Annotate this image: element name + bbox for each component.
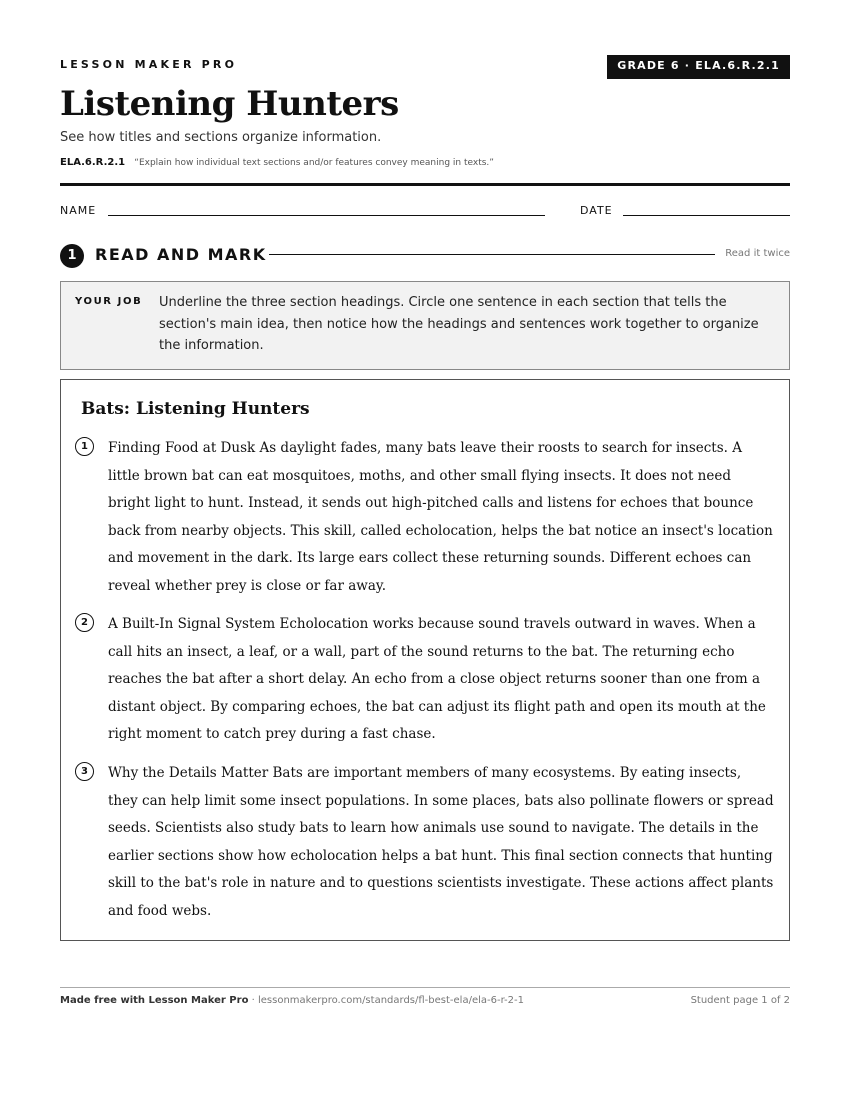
page-subtitle: See how titles and sections organize information.: [60, 130, 382, 145]
footer-credit: [60, 995, 524, 1006]
paragraph-number-badge: 2: [75, 613, 94, 632]
passage-paragraph-3: [75, 760, 775, 925]
footer-made-with: Made free with Lesson Maker Pro: [60, 995, 249, 1006]
reading-passage-box: [60, 379, 790, 941]
section-rule: [269, 254, 715, 255]
header-divider: [60, 183, 790, 186]
standard-line: [60, 157, 494, 168]
page-title: Listening Hunters: [60, 84, 399, 124]
job-instructions-box: [60, 281, 790, 370]
paragraph-number-badge: 1: [75, 437, 94, 456]
section-number-badge: 1: [60, 244, 84, 268]
section-note: Read it twice: [725, 248, 790, 259]
brand-name: LESSON MAKER PRO: [60, 58, 238, 71]
footer-page-label: Student page 1 of 2: [690, 995, 790, 1006]
passage-paragraph-1: [75, 435, 775, 600]
section-title: READ AND MARK: [95, 245, 267, 264]
job-label: YOUR JOB: [75, 296, 143, 307]
paragraph-text: Finding Food at Dusk As daylight fades, many bats leave their roosts to search for insects. A little brown bat can eat mosquitoes, moths, and other small flying insects. It does not need bright light to hunt. Instead, it sends out high-pitched calls and listens for echoes that bounce back from nearby objects. This skill, called echolocation, helps the bat notice an insect's location and movement in the dark. Its large ears collect these returning sounds. Different echoes can reveal whether prey is close or far away.: [108, 440, 773, 594]
name-label: NAME: [60, 204, 97, 217]
reading-title: Bats: Listening Hunters: [81, 399, 310, 419]
footer-url[interactable]: · lessonmakerpro.com/standards/fl-best-ela/ela-6-r-2-1: [248, 995, 524, 1006]
standard-code: ELA.6.R.2.1: [60, 157, 126, 168]
footer-divider: [60, 987, 790, 988]
paragraph-number-badge: 3: [75, 762, 94, 781]
name-field[interactable]: [108, 215, 545, 216]
name-date-row: [60, 204, 790, 220]
passage-paragraph-2: [75, 611, 775, 749]
date-field[interactable]: [623, 215, 790, 216]
paragraph-text: A Built-In Signal System Echolocation works because sound travels outward in waves. When a call hits an insect, a leaf, or a wall, part of the sound returns to the bat. The returning echo reaches the bat after a short delay. An echo from a close object returns sooner than one from a distant object. By comparing echoes, the bat can adjust its flight path and open its mouth at the right moment to catch prey during a fast chase.: [108, 616, 766, 742]
grade-badge: GRADE 6 · ELA.6.R.2.1: [607, 55, 790, 79]
job-text: Underline the three section headings. Circle one sentence in each section that tells the section's main idea, then notice how the headings and sentences work together to organize the information.: [159, 295, 759, 353]
standard-quote: “Explain how individual text sections and/or features convey meaning in texts.”: [134, 158, 494, 168]
section-heading: [60, 242, 790, 268]
date-label: DATE: [580, 204, 613, 217]
paragraph-text: Why the Details Matter Bats are important members of many ecosystems. By eating insects, they can help limit some insect populations. In some places, bats also pollinate flowers or spread seeds. Scientists also study bats to learn how animals use sound to navigate. The details in the earlier sections show how echolocation helps a bat hunt. This final section connects that hunting skill to the bat's role in nature and to questions scientists investigate. These actions affect plants and food webs.: [108, 765, 774, 919]
